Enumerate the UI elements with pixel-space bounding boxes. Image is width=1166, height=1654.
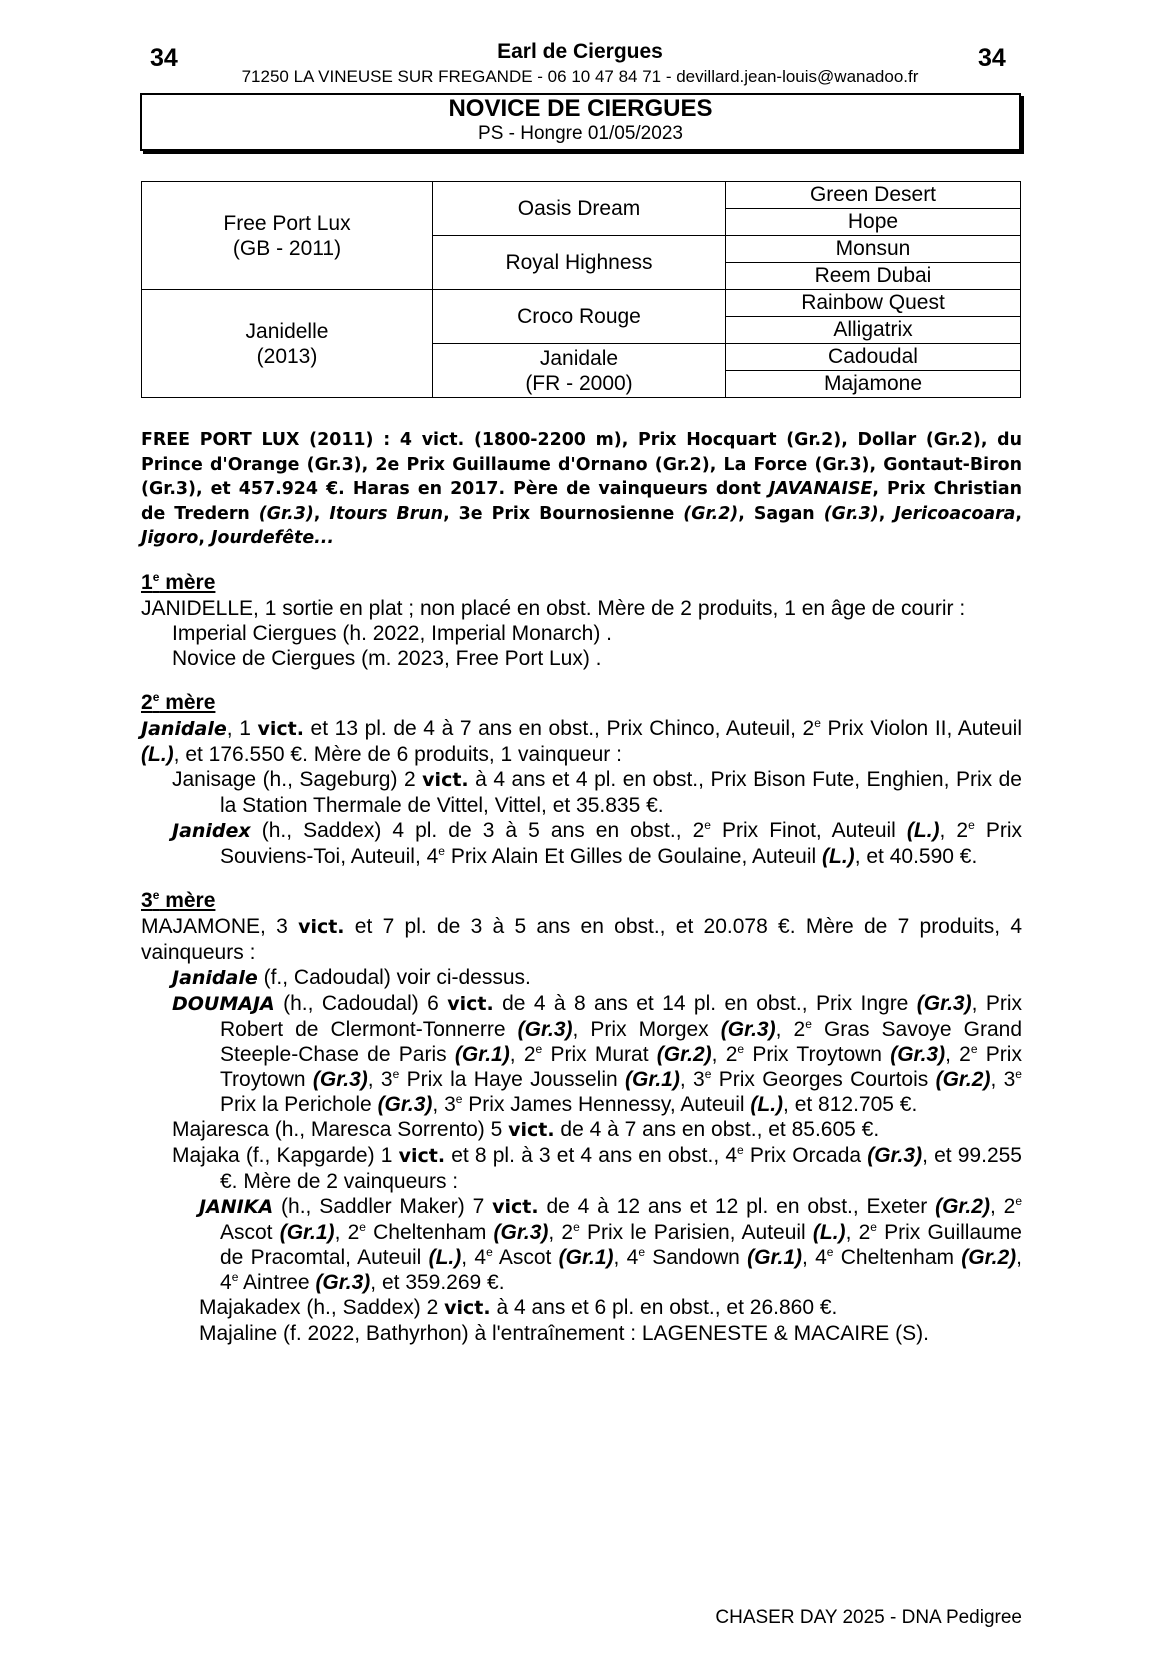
footer-text: CHASER DAY 2025 - DNA Pedigree [715,1607,1022,1628]
pedigree-sire-dam: Royal Highness [433,236,726,290]
horse-name: NOVICE DE CIERGUES [448,95,713,122]
pedigree-dam-sire: Croco Rouge [433,290,726,344]
produce-item: Majaka (f., Kapgarde) 1 vict. et 8 pl. à 3 et 4 ans en obst., 4e Prix Orcada (Gr.3), et 99.255 €. Mère de 2 vainqueurs : [172,1142,1022,1193]
horse-title-box [140,93,1021,151]
horse-description: PS - Hongre 01/05/2023 [478,123,683,144]
produce-item: Janidale (f., Cadoudal) voir ci-dessus. [172,965,531,989]
lot-number-right: 34 [978,44,1006,72]
catalogue-text [141,428,1022,1346]
second-dam-heading: 2e mère [141,689,216,714]
pedigree-dam-dam: Janidale (FR - 2000) [433,344,726,398]
pedigree-dsd: Alligatrix [726,317,1021,344]
produce-item: DOUMAJA (h., Cadoudal) 6 vict. de 4 à 8 ans et 14 pl. en obst., Prix Ingre (Gr.3), Prix Robert de Clermont-Tonnerre (Gr.3), Prix Morgex (Gr.3), 2e Gras Savoye Grand Steeple-Chase de Paris (Gr.1), 2e Prix Murat (Gr.2), 2e Prix Troytown (Gr.3), 2e Prix Troytown (Gr.3), 3e Prix la Haye Jousselin (Gr.1), 3e Prix Georges Courtois (Gr.2), 3e Prix la Perichole (Gr.3), 3e Prix James Hennessy, Auteuil (L.), et 812.705 €. [172,991,1023,1116]
sire-summary: FREE PORT LUX (2011) : 4 vict. (1800-2200 m), Prix Hocquart (Gr.2), Dollar (Gr.2), du Prince d'Orange (Gr.3), 2e Prix Guillaume d'Ornano (Gr.2), La Force (Gr.3), Gontaut-Biron (Gr.3), et 457.924 €. Haras en 2017. Père de vainqueurs dont JAVANAISE, Prix Christian de Tredern (Gr.3), Itours Brun, 3e Prix Bournosienne (Gr.2), Sagan (Gr.3), Jericoacoara, Jigoro, Jourdefête... [141,430,1023,548]
pedigree-sdd: Reem Dubai [726,263,1021,290]
third-dam-heading: 3e mère [141,887,216,912]
pedigree-dds: Cadoudal [726,344,1021,371]
grand-produce-item: Majakadex (h., Saddex) 2 vict. à 4 ans et 6 pl. en obst., et 26.860 €. [199,1295,838,1319]
pedigree-dam: Janidelle (2013) [142,290,433,398]
pedigree-sire: Free Port Lux (GB - 2011) [142,182,433,290]
second-dam-text: Janidale, 1 vict. et 13 pl. de 4 à 7 ans en obst., Prix Chinco, Auteuil, 2e Prix Violon II, Auteuil (L.), et 176.550 €. Mère de 6 produits, 1 vainqueur : [141,715,1022,766]
pedigree-sss: Green Desert [726,182,1021,209]
pedigree-ssd: Hope [726,209,1021,236]
produce-item: Imperial Ciergues (h. 2022, Imperial Monarch) . [172,621,613,645]
pedigree-sds: Monsun [726,236,1021,263]
third-dam-text: MAJAMONE, 3 vict. et 7 pl. de 3 à 5 ans en obst., et 20.078 €. Mère de 7 produits, 4 vainqueurs : [141,914,1022,964]
pedigree-table [141,181,1021,398]
pedigree-ddd: Majamone [726,371,1021,398]
consignor-name: Earl de Ciergues [497,40,663,63]
lot-number-left: 34 [150,44,178,72]
produce-item: Janisage (h., Sageburg) 2 vict. à 4 ans et 4 pl. en obst., Prix Bison Fute, Enghien, Prix de la Station Thermale de Vittel, Vittel, et 35.835 €. [172,767,1022,817]
first-dam-text: JANIDELLE, 1 sortie en plat ; non placé en obst. Mère de 2 produits, 1 en âge de courir : [141,596,966,620]
grand-produce-item: JANIKA (h., Saddler Maker) 7 vict. de 4 à 12 ans et 12 pl. en obst., Exeter (Gr.2), 2e Ascot (Gr.1), 2e Cheltenham (Gr.3), 2e Prix le Parisien, Auteuil (L.), 2e Prix Guillaume de Pracomtal, Auteuil (L.), 4e Ascot (Gr.1), 4e Sandown (Gr.1), 4e Cheltenham (Gr.2), 4e Aintree (Gr.3), et 359.269 €. [199,1193,1022,1294]
first-dam-heading: 1e mère [141,569,216,594]
produce-item: Janidex (h., Saddex) 4 pl. de 3 à 5 ans en obst., 2e Prix Finot, Auteuil (L.), 2e Prix Souviens-Toi, Auteuil, 4e Prix Alain Et Gilles de Goulaine, Auteuil (L.), et 40.590 €. [172,817,1023,868]
produce-item: Majaresca (h., Maresca Sorrento) 5 vict. de 4 à 7 ans en obst., et 85.605 €. [172,1117,880,1141]
produce-item: Novice de Ciergues (m. 2023, Free Port Lux) . [172,646,602,670]
pedigree-sire-sire: Oasis Dream [433,182,726,236]
grand-produce-item: Majaline (f. 2022, Bathyrhon) à l'entraînement : LAGENESTE & MACAIRE (S). [199,1321,929,1345]
pedigree-dss: Rainbow Quest [726,290,1021,317]
consignor-address: 71250 LA VINEUSE SUR FREGANDE - 06 10 47 84 71 - devillard.jean-louis@wanadoo.fr [241,67,919,86]
